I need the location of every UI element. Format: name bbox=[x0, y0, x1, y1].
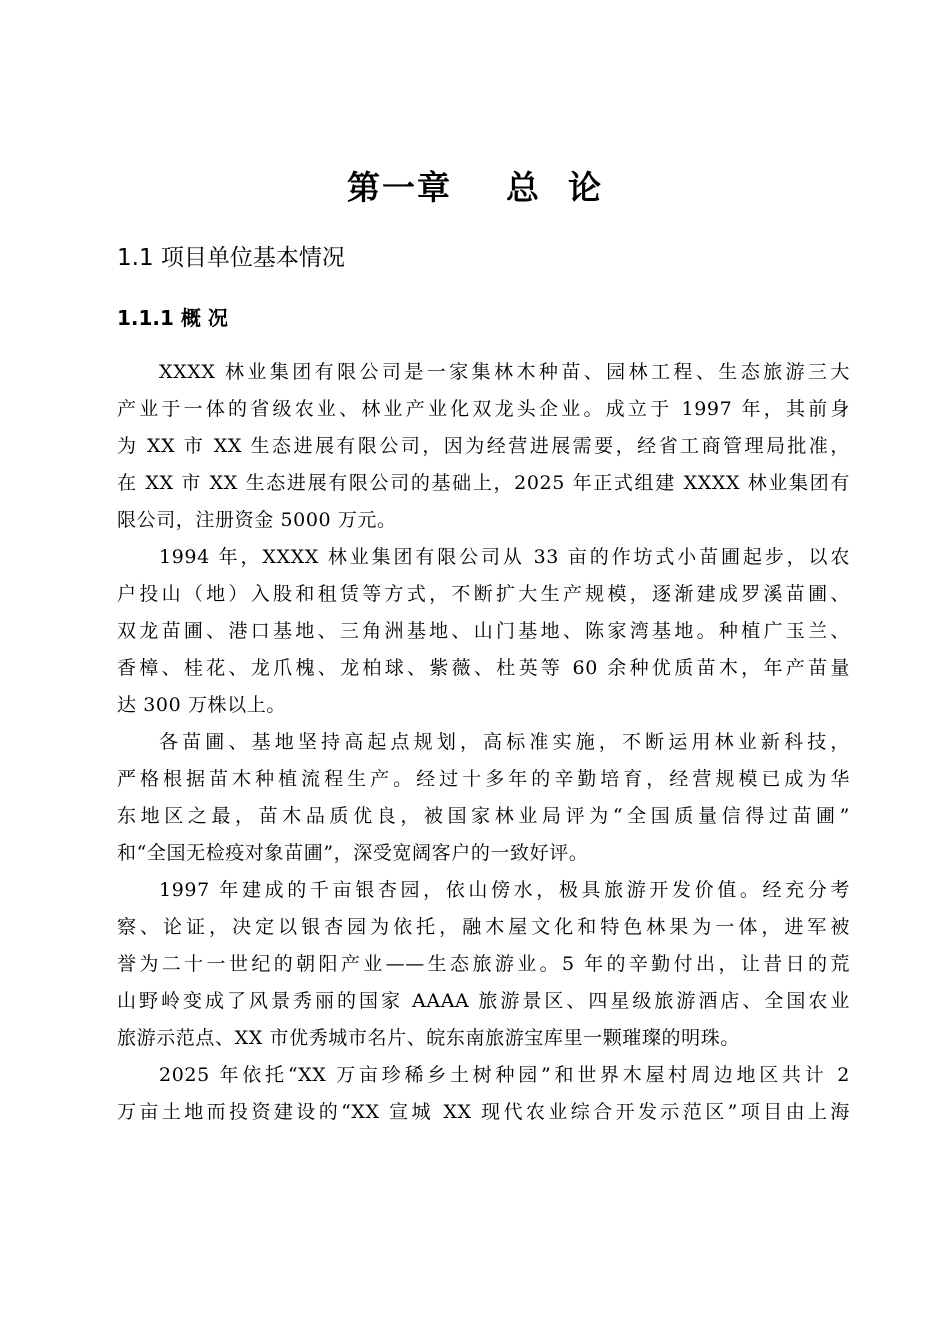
text-line: 香樟、桂花、龙爪槐、龙柏球、紫薇、杜英等 60 余种优质苗木，年产苗量 bbox=[117, 657, 850, 679]
text-line: 察、论证，决定以银杏园为依托，融木屋文化和特色林果为一体，进军被 bbox=[117, 916, 850, 938]
text-line: 在 XX 市 XX 生态进展有限公司的基础上，2025 年正式组建 XXXX 林业集团有 bbox=[117, 472, 850, 494]
text-line: 产业于一体的省级农业、林业产业化双龙头企业。成立于 1997 年，其前身 bbox=[117, 398, 850, 420]
text-line: 户投山（地）入股和租赁等方式，不断扩大生产规模，逐渐建成罗溪苗圃、 bbox=[117, 583, 850, 605]
text-line: 各苗圃、基地坚持高起点规划，高标准实施，不断运用林业新科技， bbox=[159, 731, 850, 753]
text-line: 和“全国无检疫对象苗圃”，深受宽阔客户的一致好评。 bbox=[117, 842, 589, 864]
section-title: 1.1 项目单位基本情况 bbox=[117, 245, 345, 271]
text-line: 严格根据苗木种植流程生产。经过十多年的辛勤培育，经营规模已成为华 bbox=[117, 768, 850, 790]
text-line: 为 XX 市 XX 生态进展有限公司，因为经营进展需要，经省工商管理局批准， bbox=[117, 435, 850, 457]
text-line: 2025 年依托“XX 万亩珍稀乡土树种园”和世界木屋村周边地区共计 2 bbox=[159, 1064, 850, 1086]
paragraph-ginkgo-tourism bbox=[117, 872, 850, 1057]
text-line: 东地区之最，苗木品质优良，被国家林业局评为“全国质量信得过苗圃” bbox=[117, 805, 850, 827]
paragraph-overview-company bbox=[117, 354, 850, 539]
subsection-title: 1.1.1 概 况 bbox=[117, 306, 228, 330]
text-line: 限公司，注册资金 5000 万元。 bbox=[117, 509, 397, 531]
body-text bbox=[117, 354, 850, 1131]
chapter-title: 第一章 总 论 bbox=[347, 168, 603, 207]
text-line: 达 300 万株以上。 bbox=[117, 694, 286, 716]
text-line: 旅游示范点、XX 市优秀城市名片、皖东南旅游宝库里一颗璀璨的明珠。 bbox=[117, 1027, 740, 1049]
text-line: 山野岭变成了风景秀丽的国家 AAAA 旅游景区、四星级旅游酒店、全国农业 bbox=[117, 990, 850, 1012]
text-line: 双龙苗圃、港口基地、三角洲基地、山门基地、陈家湾基地。种植广玉兰、 bbox=[117, 620, 850, 642]
paragraph-nursery-history bbox=[117, 539, 850, 724]
text-line: 万亩土地而投资建设的“XX 宣城 XX 现代农业综合开发示范区”项目由上海 bbox=[117, 1101, 850, 1123]
text-line: XXXX 林业集团有限公司是一家集林木种苗、园林工程、生态旅游三大 bbox=[159, 361, 850, 383]
paragraph-nursery-quality bbox=[117, 724, 850, 872]
paragraph-demonstration-zone bbox=[117, 1057, 850, 1131]
text-line: 1994 年，XXXX 林业集团有限公司从 33 亩的作坊式小苗圃起步，以农 bbox=[159, 546, 850, 568]
text-line: 1997 年建成的千亩银杏园，依山傍水，极具旅游开发价值。经充分考 bbox=[159, 879, 850, 901]
text-line: 誉为二十一世纪的朝阳产业——生态旅游业。5 年的辛勤付出，让昔日的荒 bbox=[117, 953, 850, 975]
